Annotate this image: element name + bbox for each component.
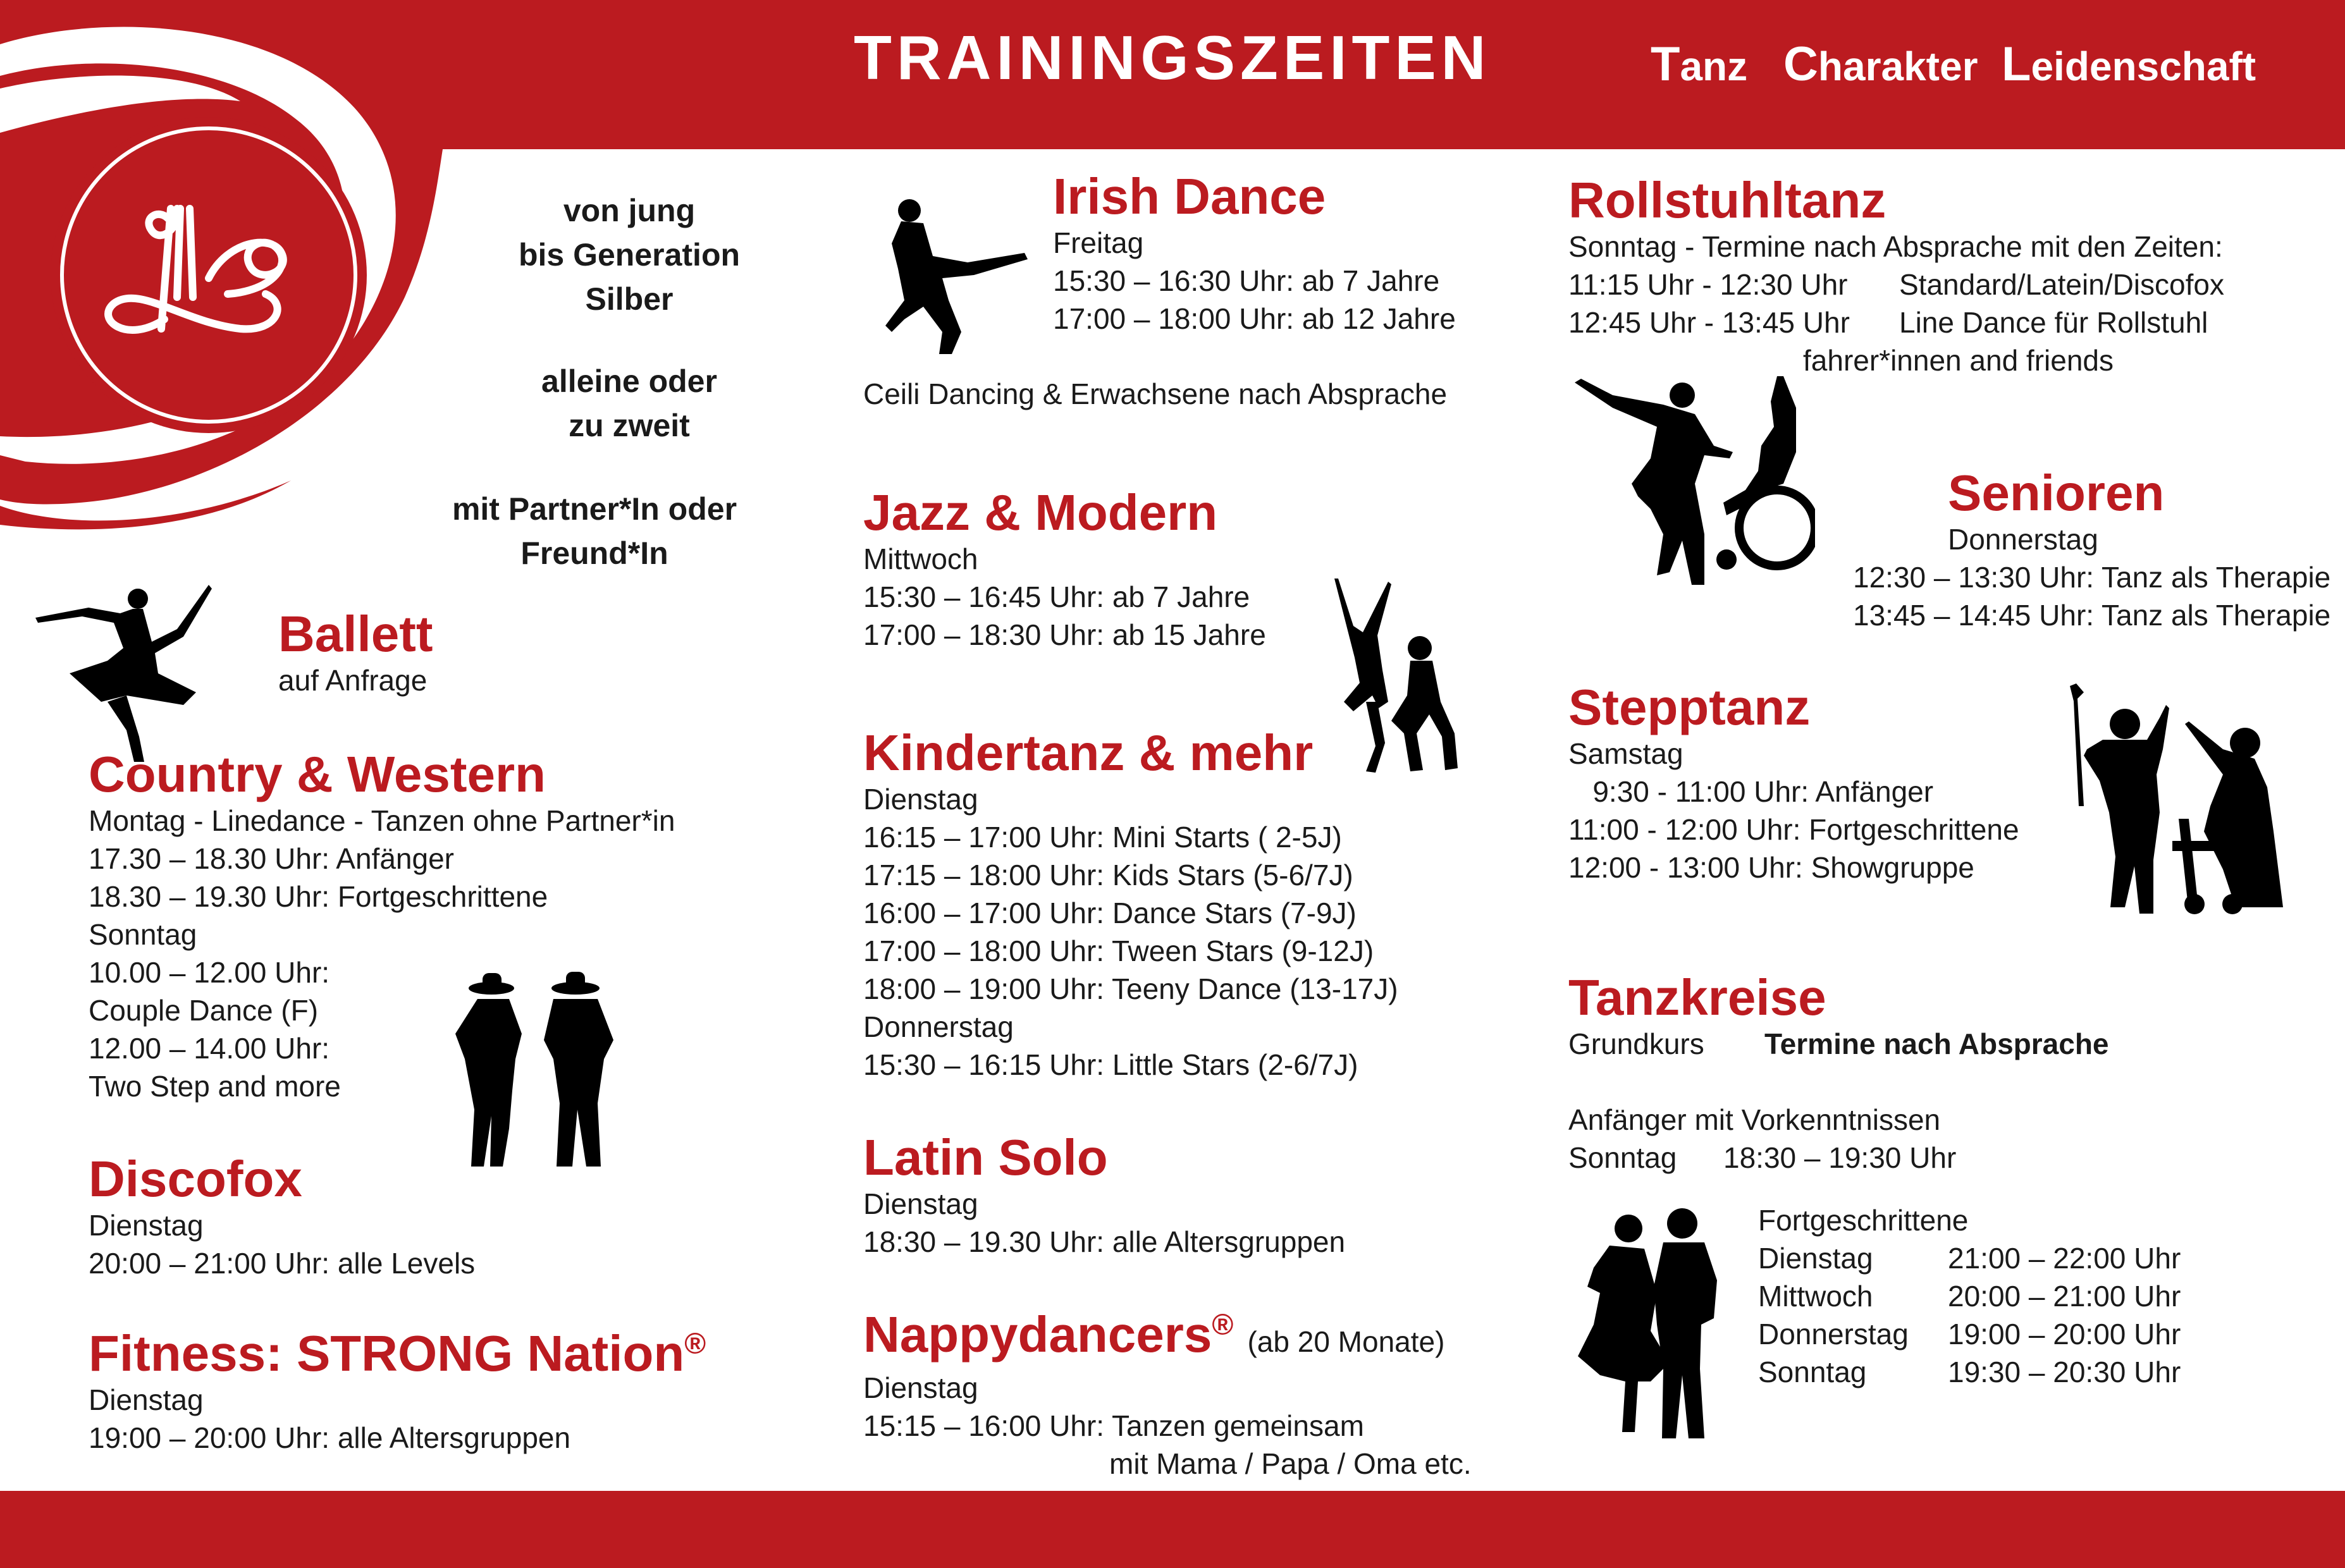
intro-block: alleine oder zu zweit bbox=[541, 364, 717, 443]
tap-dancers-silhouette bbox=[2065, 680, 2293, 917]
section-ballett: Ballett auf Anfrage bbox=[278, 606, 433, 697]
irish-note: Ceili Dancing & Erwachsene nach Absprache bbox=[863, 377, 1448, 410]
section-title: Irish Dance bbox=[1053, 168, 1326, 224]
wheelchair-dance-silhouette bbox=[1568, 370, 1815, 588]
section-stepptanz: Stepptanz Samstag 9:30 - 11:00 Uhr: Anfänger 11:00 - 12:00 Uhr: Fortgeschrittene 12:00 - 13:00 Uhr: Showgruppe bbox=[1568, 679, 2019, 884]
section-title: Senioren bbox=[1948, 465, 2165, 521]
section-title: Fitness: STRONG Nation® bbox=[89, 1325, 706, 1381]
section-title: Nappydancers® (ab 20 Monate) bbox=[863, 1306, 1445, 1363]
section-discofox: Discofox Dienstag 20:00 – 21:00 Uhr: alle Levels bbox=[89, 1151, 476, 1280]
section-rollstuhltanz: Rollstuhltanz Sonntag - Termine nach Absprache mit den Zeiten: 11:15 Uhr - 12:30 Uhr Standard/Latein/Discofox 12:45 Uhr - 13:45 Uhr Line Dance für Rollstuhl fahrer*innen and friends bbox=[1568, 172, 2224, 377]
tagline-word: Tanz bbox=[1651, 37, 1748, 91]
section-kindertanz: Kindertanz & mehr Dienstag 16:15 – 17:00 Uhr: Mini Starts ( 2-5J) 17:15 – 18:00 Uhr: Kids Stars (5-6/7J) 16:00 – 17:00 Uhr: Dance Stars (7-9J) 17:00 – 18:00 Uhr: Tween Stars (9-12J) 18:00 – 19:00 Uhr: Teeny Dance (13-17J) Donnerstag 15:30 – 16:15 Uhr: Little Stars (2-6/7J) bbox=[863, 725, 1398, 1081]
section-title: Discofox bbox=[89, 1151, 302, 1207]
section-title: Stepptanz bbox=[1568, 679, 1811, 735]
section-senioren: Senioren Donnerstag bbox=[1948, 465, 2165, 556]
section-title: Rollstuhltanz bbox=[1568, 172, 1886, 228]
tagline-word: Charakter bbox=[1783, 37, 1978, 91]
section-jazz: Jazz & Modern Mittwoch 15:30 – 16:45 Uhr: ab 7 Jahre 17:00 – 18:30 Uhr: ab 15 Jahre bbox=[863, 484, 1266, 651]
page-title: TRAININGSZEITEN bbox=[854, 23, 1491, 92]
irish-dancer-silhouette bbox=[879, 193, 1031, 357]
footer-bar bbox=[0, 1491, 2345, 1568]
section-country: Country & Western Montag - Linedance - Tanzen ohne Partner*in 17.30 – 18.30 Uhr: Anfänger 18.30 – 19.30 Uhr: Fortgeschrittene Sonntag 10.00 – 12.00 Uhr: Couple Dance (F) 12.00 – 14.00 Uhr: Two Step and more bbox=[89, 746, 675, 1103]
tagline-word: Leidenschaft bbox=[2002, 37, 2256, 91]
logo-emblem bbox=[0, 0, 481, 569]
section-title: Ballett bbox=[278, 606, 433, 662]
section-title: Jazz & Modern bbox=[863, 484, 1218, 541]
section-title: Kindertanz & mehr bbox=[863, 725, 1314, 781]
couple-dance-silhouette bbox=[1575, 1204, 1733, 1442]
section-irish: Irish Dance Freitag 15:30 – 16:30 Uhr: ab 7 Jahre 17:00 – 18:00 Uhr: ab 12 Jahre bbox=[1053, 168, 1456, 335]
section-nappydancers: Nappydancers® (ab 20 Monate) Dienstag 15:15 – 16:00 Uhr: Tanzen gemeinsam mit Mama / Papa / Oma etc. bbox=[863, 1306, 1472, 1480]
section-title: Latin Solo bbox=[863, 1129, 1108, 1185]
section-latin: Latin Solo Dienstag 18:30 – 19.30 Uhr: alle Altersgruppen bbox=[863, 1129, 1346, 1258]
section-tanzkreise: Tanzkreise Grundkurs Termine nach Absprache Anfänger mit Vorkenntnissen Sonntag 18:30 – 19:30 Uhr bbox=[1568, 969, 2109, 1174]
intro-block: mit Partner*In oder Freund*In bbox=[452, 491, 737, 571]
intro-block: von jung bis Generation Silber bbox=[518, 193, 741, 317]
section-title: Country & Western bbox=[89, 746, 546, 802]
section-fitness: Fitness: STRONG Nation® Dienstag 19:00 – 20:00 Uhr: alle Altersgruppen bbox=[89, 1325, 706, 1454]
senioren-times: 12:30 – 13:30 Uhr: Tanz als Therapie 13:45 – 14:45 Uhr: Tanz als Therapie bbox=[1853, 561, 2331, 632]
tanzkreise-fortgeschrittene: Fortgeschrittene Dienstag 21:00 – 22:00 Uhr Mittwoch 20:00 – 21:00 Uhr Donnerstag 19:00 – 20:00 Uhr Sonntag 19:30 – 20:30 Uhr bbox=[1758, 1204, 2181, 1388]
section-title: Tanzkreise bbox=[1568, 969, 1826, 1026]
ballerina-silhouette bbox=[32, 579, 221, 762]
country-dancers-silhouette bbox=[452, 964, 620, 1173]
